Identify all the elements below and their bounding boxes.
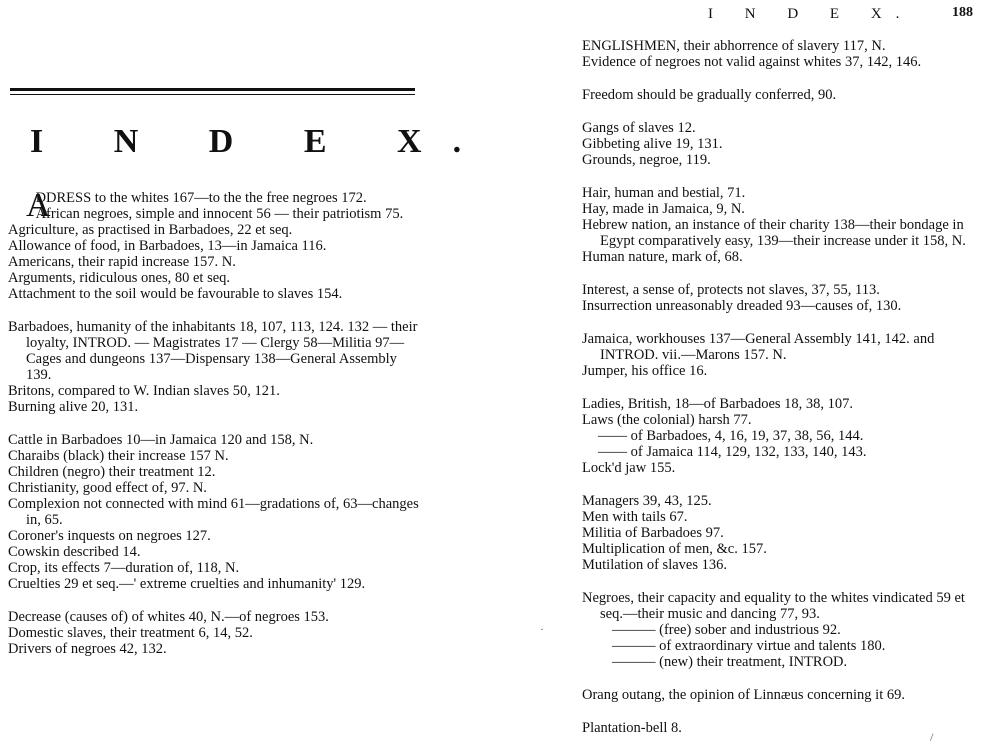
section-gap	[582, 103, 990, 120]
index-entry: Britons, compared to W. Indian slaves 50, 121.	[8, 383, 280, 399]
right-index-list	[582, 38, 990, 736]
section-gap	[8, 302, 420, 319]
double-rule	[10, 88, 415, 95]
index-entry: Jumper, his office 16.	[582, 363, 708, 379]
index-entry: Christianity, good effect of, 97. N.	[8, 480, 207, 496]
section-gap	[8, 415, 420, 432]
index-entry: Coroner's inquests on negroes 127.	[8, 528, 211, 544]
index-entry: Arguments, ridiculous ones, 80 et seq.	[8, 270, 231, 286]
section-gap	[582, 70, 990, 87]
index-entry: Gangs of slaves 12.	[582, 120, 696, 136]
right-page	[500, 0, 1000, 750]
left-index-list	[8, 187, 420, 657]
index-entry: Crop, its effects 7—duration of, 118, N.	[8, 560, 240, 576]
index-entry: Evidence of negroes not valid against whites 37, 142, 146.	[582, 54, 922, 70]
section-gap	[582, 670, 990, 687]
index-entry: Agriculture, as practised in Barbadoes, 22 et seq.	[8, 222, 293, 238]
section-gap	[582, 703, 990, 720]
dropcap: A	[26, 187, 51, 224]
index-entry: Children (negro) their treatment 12.	[8, 464, 216, 480]
index-entry: Decrease (causes of) of whites 40, N.—of negroes 153.	[8, 609, 329, 625]
index-entry: ENGLISHMEN, their abhorrence of slavery 117, N.	[582, 38, 886, 54]
index-entry: Hay, made in Jamaica, 9, N.	[582, 201, 745, 217]
index-title: I N D E X.	[30, 123, 493, 160]
index-entry: ——— (free) sober and industrious 92.	[612, 622, 841, 638]
index-entry: Negroes, their capacity and equality to the whites vindicated 59 et seq.—their music and dancing 77, 93.	[582, 590, 965, 622]
index-entry: Men with tails 67.	[582, 509, 688, 525]
index-entry: Complexion not connected with mind 61—gradations of, 63—changes in, 65.	[8, 496, 419, 528]
index-entry: —— of Jamaica 114, 129, 132, 133, 140, 143.	[598, 444, 867, 460]
index-entry: Domestic slaves, their treatment 6, 14, 52.	[8, 625, 253, 641]
section-gap	[8, 592, 420, 609]
index-entry: Allowance of food, in Barbadoes, 13—in Jamaica 116.	[8, 238, 327, 254]
stray-ink-mark: /	[930, 730, 934, 744]
index-entry: Freedom should be gradually conferred, 90.	[582, 87, 837, 103]
index-entry: —— of Barbadoes, 4, 16, 19, 37, 38, 56, 144.	[598, 428, 864, 444]
section-gap	[582, 573, 990, 590]
running-head: I N D E X.	[708, 6, 914, 22]
page-number: 188	[952, 5, 973, 20]
index-entry: Jamaica, workhouses 137—General Assembly 141, 142. and INTROD. vii.—Marons 157. N.	[582, 331, 935, 363]
index-entry: Human nature, mark of, 68.	[582, 249, 743, 265]
index-entry: Barbadoes, humanity of the inhabitants 18, 107, 113, 124. 132 — their loyalty, INTROD. — Magistrates 17 — Clergy 58—Militia 97—Cages and dungeons 137—Dispensary 138—General Assembly 139.	[8, 319, 418, 383]
section-gap	[582, 265, 990, 282]
index-entry: Interest, a sense of, protects not slaves, 37, 55, 113.	[582, 282, 880, 298]
index-entry: Drivers of negroes 42, 132.	[8, 641, 167, 657]
index-entry: Attachment to the soil would be favourable to slaves 154.	[8, 286, 343, 302]
rule-thin	[10, 94, 415, 95]
section-gap	[582, 168, 990, 185]
index-entry: Burning alive 20, 131.	[8, 399, 139, 415]
index-entry: Hebrew nation, an instance of their charity 138—their bondage in Egypt comparatively easy, 139—their increase under it 158, N.	[582, 217, 966, 249]
index-entry: ——— of extraordinary virtue and talents 180.	[612, 638, 886, 654]
section-gap	[582, 314, 990, 331]
index-entry: Cattle in Barbadoes 10—in Jamaica 120 and 158, N.	[8, 432, 314, 448]
rule-thick	[10, 88, 415, 91]
index-entry: Insurrection unreasonably dreaded 93—causes of, 130.	[582, 298, 902, 314]
index-entry: Militia of Barbadoes 97.	[582, 525, 724, 541]
index-entry: Gibbeting alive 19, 131.	[582, 136, 723, 152]
index-entry: Grounds, negroe, 119.	[582, 152, 711, 168]
index-entry: Lock'd jaw 155.	[582, 460, 676, 476]
index-entry: Mutilation of slaves 136.	[582, 557, 727, 573]
index-entry: Cruelties 29 et seq.—' extreme cruelties and inhumanity' 129.	[8, 576, 366, 592]
index-entry: Ladies, British, 18—of Barbadoes 18, 38, 107.	[582, 396, 854, 412]
stray-ink-mark: ·	[540, 622, 544, 636]
index-entry: Managers 39, 43, 125.	[582, 493, 712, 509]
index-entry: A DDRESS to the whites 167—to the the free negroes 172.	[26, 187, 367, 224]
index-entry: Plantation-bell 8.	[582, 720, 682, 736]
index-entry: Cowskin described 14.	[8, 544, 141, 560]
index-entry: Hair, human and bestial, 71.	[582, 185, 746, 201]
section-gap	[582, 476, 990, 493]
index-entry: Americans, their rapid increase 157. N.	[8, 254, 236, 270]
index-entry: Laws (the colonial) harsh 77.	[582, 412, 752, 428]
section-gap	[582, 379, 990, 396]
index-entry: ——— (new) their treatment, INTROD.	[612, 654, 848, 670]
index-entry: Charaibs (black) their increase 157 N.	[8, 448, 229, 464]
index-entry: African negroes, simple and innocent 56 — their patriotism 75.	[35, 206, 404, 222]
index-entry: Multiplication of men, &c. 157.	[582, 541, 767, 557]
index-entry: Orang outang, the opinion of Linnæus concerning it 69.	[582, 687, 905, 703]
